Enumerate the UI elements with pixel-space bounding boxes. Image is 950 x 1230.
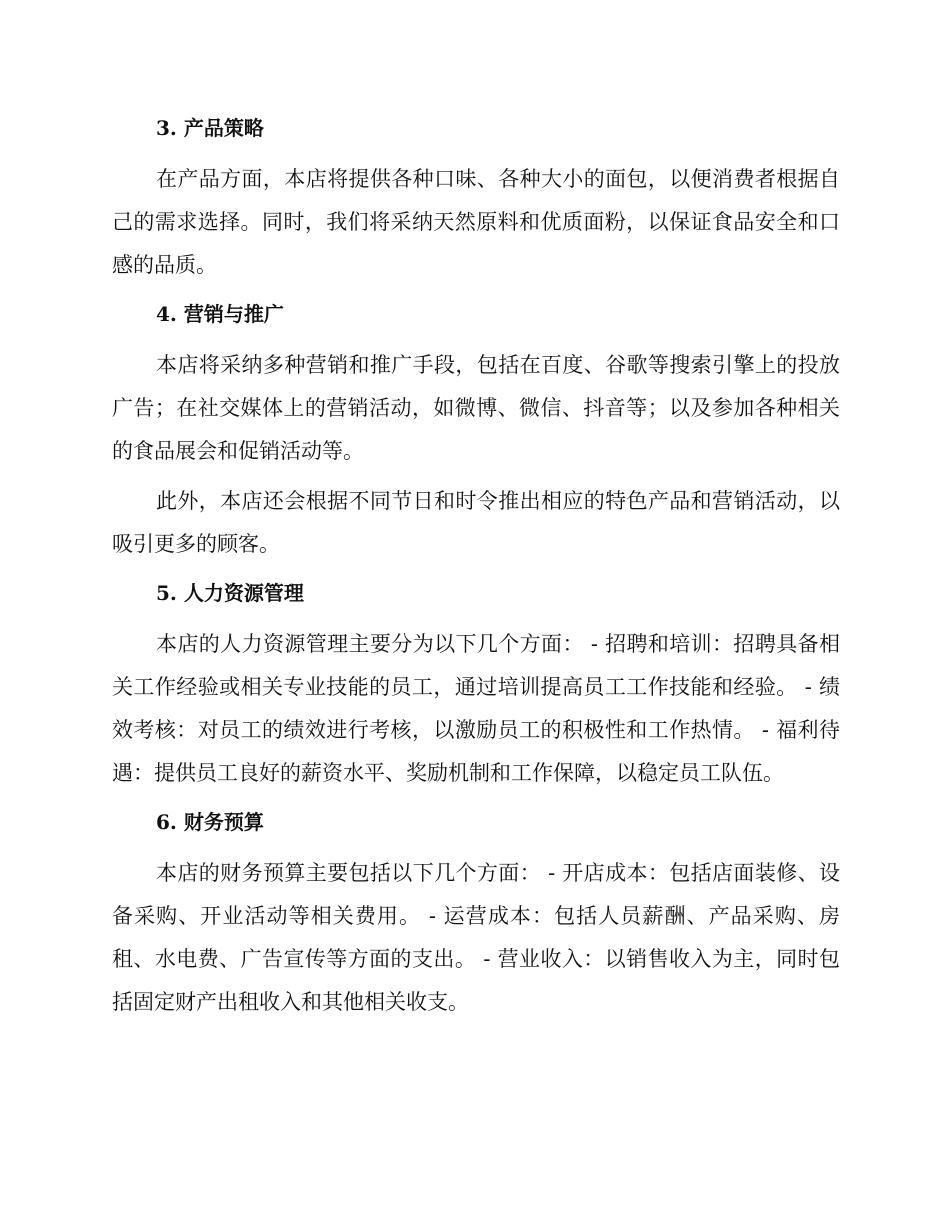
document-page — [112, 108, 840, 1031]
section-heading: 6. 财务预算 — [156, 810, 264, 834]
section-financial-budget — [112, 802, 840, 1024]
section-human-resources — [112, 573, 840, 795]
section-heading: 4. 营销与推广 — [156, 302, 284, 326]
section-heading: 5. 人力资源管理 — [156, 581, 304, 605]
paragraph: 本店的财务预算主要包括以下几个方面： - 开店成本：包括店面装修、设备采购、开业活动等相关费用。 - 运营成本：包括人员薪酬、产品采购、房租、水电费、广告宣传等方面的支出。 - 营业收入：以销售收入为主，同时包括固定财产出租收入和其他相关收支。 — [112, 861, 840, 1014]
paragraph: 此外，本店还会根据不同节日和时令推出相应的特色产品和营销活动，以吸引更多的顾客。 — [112, 489, 840, 556]
section-product-strategy — [112, 108, 840, 287]
section-heading: 3. 产品策略 — [156, 116, 264, 140]
paragraph: 在产品方面，本店将提供各种口味、各种大小的面包，以便消费者根据自己的需求选择。同时，我们将采纳天然原料和优质面粉，以保证食品安全和口感的品质。 — [112, 167, 840, 277]
section-marketing — [112, 294, 840, 566]
paragraph: 本店将采纳多种营销和推广手段，包括在百度、谷歌等搜索引擎上的投放广告；在社交媒体上的营销活动，如微博、微信、抖音等；以及参加各种相关的食品展会和促销活动等。 — [112, 353, 840, 463]
paragraph: 本店的人力资源管理主要分为以下几个方面： - 招聘和培训：招聘具备相关工作经验或相关专业技能的员工，通过培训提高员工工作技能和经验。 - 绩效考核：对员工的绩效进行考核，以激励员工的积极性和工作热情。 - 福利待遇：提供员工良好的薪资水平、奖励机制和工作保障，以稳定员工队伍。 — [112, 632, 840, 785]
